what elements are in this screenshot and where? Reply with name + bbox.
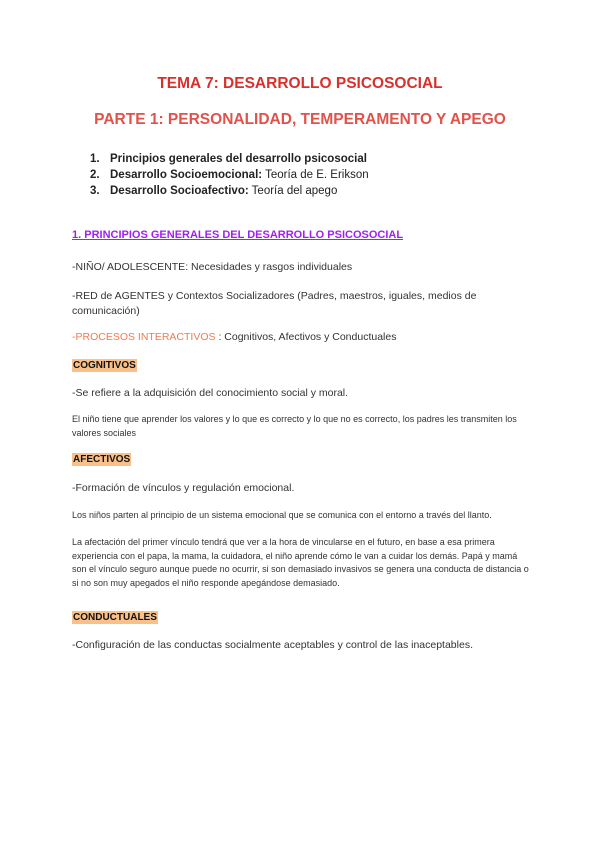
toc-item — [90, 167, 369, 183]
paragraph-nino-adolescente: -NIÑO/ ADOLESCENTE: Necesidades y rasgos individuales — [72, 261, 353, 273]
table-of-contents — [90, 151, 369, 199]
toc-bold-text: Desarrollo Socioemocional: — [110, 169, 263, 181]
paragraph-procesos-interactivos — [72, 330, 530, 345]
document-subtitle: PARTE 1: PERSONALIDAD, TEMPERAMENTO Y APEGO — [94, 111, 506, 128]
procesos-highlight: -PROCESOS INTERACTIVOS — [72, 331, 216, 343]
section-heading-link[interactable]: 1. PRINCIPIOS GENERALES DEL DESARROLLO PSICOSOCIAL — [72, 229, 404, 241]
note-cognitivos: El niño tiene que aprender los valores y lo que es correcto y lo que no es correcto, los padres les transmiten los valores sociales — [72, 414, 517, 438]
heading-afectivos: AFECTIVOS — [73, 454, 131, 465]
document-title: TEMA 7: DESARROLLO PSICOSOCIAL — [157, 75, 443, 92]
note-afectivos-1: Los niños parten al principio de un sistema emocional que se comunica con el entorno a través del llanto. — [72, 510, 492, 520]
toc-item — [90, 151, 369, 167]
toc-number: 2. — [90, 169, 100, 181]
paragraph-cognitivos: -Se refiere a la adquisición del conocimiento social y moral. — [72, 387, 349, 399]
paragraph-afectivos: -Formación de vínculos y regulación emocional. — [72, 482, 295, 494]
note-afectivos-2: La afectación del primer vínculo tendrá que ver a la hora de vincularse en el futuro, en base a esa primera experiencia con el papa, la mama, la cuidadora, el niño aprende cómo le van a cuidar los demás. Papá y mamá son el vínculo seguro aunque puede no ocurrir, si son demasiado invasivos se genera una conducta de distancia o si no son muy apegados el niño responde apegándose demasiado. — [72, 537, 529, 588]
toc-bold-text: Desarrollo Socioafectivo: — [110, 185, 249, 197]
heading-cognitivos: COGNITIVOS — [73, 360, 136, 371]
heading-conductuales: CONDUCTUALES — [73, 612, 157, 623]
toc-rest-text: Teoría de E. Erikson — [262, 169, 369, 181]
toc-rest-text: Teoría del apego — [248, 185, 338, 197]
toc-bold-text: Principios generales del desarrollo psicosocial — [110, 153, 367, 165]
paragraph-red-agentes: -RED de AGENTES y Contextos Socializadores (Padres, maestros, iguales, medios de comunicación) — [72, 290, 477, 317]
toc-item — [90, 183, 369, 199]
paragraph-conductuales: -Configuración de las conductas socialmente aceptables y control de las inaceptables. — [72, 639, 473, 651]
procesos-rest: : Cognitivos, Afectivos y Conductuales — [215, 331, 397, 343]
toc-number: 1. — [90, 153, 100, 165]
toc-number: 3. — [90, 185, 100, 197]
